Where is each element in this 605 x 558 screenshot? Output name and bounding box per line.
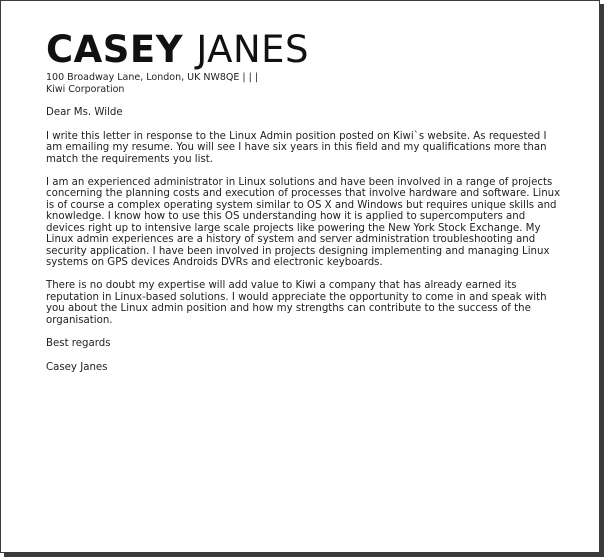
sender-contact-block [46,72,564,95]
salutation: Dear Ms. Wilde [46,107,123,118]
closing: Best regards [46,338,111,349]
letter-paragraph-2: I am an experienced administrator in Linux solutions and have been involved in a range of projects concerning the planning costs and execution of processes that involve hardware and software. Linux is of course a complex operating system similar to OS X and Windows but requires unique skills and knowledge. I know how to use this OS understanding how it is applied to supercomputers and devices right up to intensive large scale projects like powering the New York Stock Exchange. My Linux admin experiences are a history of system and server administration troubleshooting and security application. I have been involved in projects designing implementing and managing Linux systems on GPS devices Androids DVRs and electronic keyboards. [46,176,561,268]
letter-paragraph-3: There is no doubt my expertise will add value to Kiwi a company that has already earned its reputation in Linux-based solutions. I would appreciate the opportunity to come in and speak with you about the Linux admin position and how my strengths can contribute to the success of the organisation. [46,280,547,326]
sender-last-name: JANES [196,28,310,71]
sender-name [46,29,564,71]
signature-name: Casey Janes [46,362,108,373]
sender-first-name: CASEY [46,28,184,71]
sender-address: 100 Broadway Lane, London, UK NW8QE | | | [46,72,259,83]
letter-paragraph-1: I write this letter in response to the Linux Admin position posted on Kiwi`s website. As requested I am emailing my resume. You will see I have six years in this field and my qualifications more than match the requirements you list. [46,130,547,165]
cover-letter [46,29,564,374]
sender-company: Kiwi Corporation [46,83,125,95]
